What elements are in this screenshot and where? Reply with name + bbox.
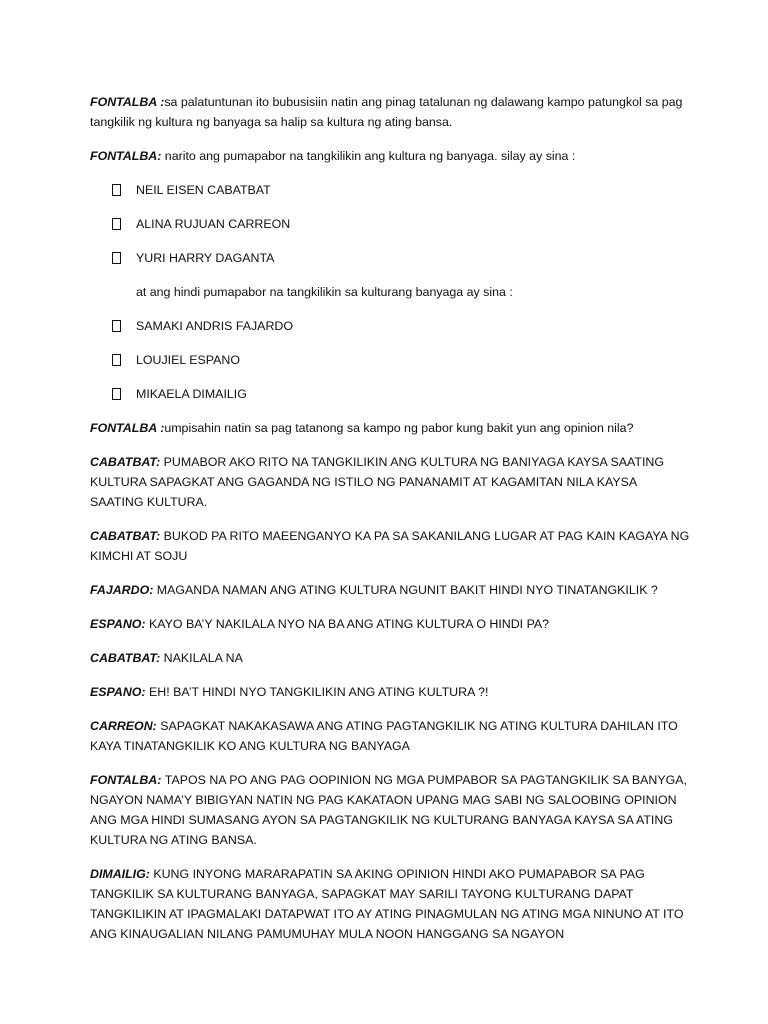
speaker-name: CABATBAT — [90, 651, 157, 665]
speaker-name: FAJARDO — [90, 583, 150, 597]
speaker-separator: : — [141, 685, 149, 699]
participant-name: MIKAELA DIMAILIG — [136, 387, 247, 401]
list-item — [90, 180, 690, 200]
speech-text: KUNG INYONG MARARAPATIN SA AKING OPINION HINDI AKO PUMAPABOR SA PAG TANGKILIK SA KULTURANG BANYAGA, SAPAGKAT MAY SARILI TAYONG KULTURANG DAPAT TANGKILIKIN AT IPAGMALAKI DATAPWAT ITO AY ATING PINAGMULAN NG ATING MGA NINUNO AT ITO ANG KINAUGALIAN NILANG PAMUMUHAY MULA NOON HANGGANG SA NGAYON — [90, 867, 684, 941]
speech-text: EH! BA’T HINDI NYO TANGKILIKIN ANG ATING KULTURA ?! — [149, 685, 489, 699]
speaker-name: ESPANO — [90, 617, 142, 631]
speaker-separator: : — [156, 651, 164, 665]
list-item — [90, 214, 690, 234]
participant-name: YURI HARRY DAGANTA — [136, 251, 275, 265]
speech-text: NAKILALA NA — [163, 651, 243, 665]
speaker-separator: : — [149, 583, 157, 597]
bullet-box-icon — [112, 218, 121, 230]
bullet-box-icon — [112, 252, 121, 264]
speaker-separator: : — [157, 773, 165, 787]
speech-text: sa palatuntunan ito bubusisiin natin ang pinag tatalunan ng dalawang kampo patungkol sa pag tangkilik ng kultura ng banyaga sa halip sa kultura ng ating bansa. — [90, 95, 683, 129]
speaker-name: FONTALBA — [90, 95, 157, 109]
speech-text: KAYO BA’Y NAKILALA NYO NA BA ANG ATING KULTURA O HINDI PA? — [149, 617, 550, 631]
speaker-separator: : — [157, 149, 165, 163]
speech-text: umpisahin natin sa pag tatanong sa kampo ng pabor kung bakit yun ang opinion nila? — [164, 421, 634, 435]
speaker-name: DIMAILIG — [90, 867, 146, 881]
dialogue-line — [90, 864, 690, 944]
list-item — [90, 384, 690, 404]
dialogue-line — [90, 526, 690, 566]
speaker-name: FONTALBA — [90, 421, 157, 435]
dialogue-line — [90, 770, 690, 850]
bullet-box-icon — [112, 354, 121, 366]
speaker-name: CABATBAT — [90, 455, 157, 469]
intro-paragraph — [90, 92, 690, 132]
speech-text: MAGANDA NAMAN ANG ATING KULTURA NGUNIT BAKIT HINDI NYO TINATANGKILIK ? — [156, 583, 658, 597]
intro-paragraph — [90, 146, 690, 166]
bullet-box-icon — [112, 184, 121, 196]
participant-name: SAMAKI ANDRIS FAJARDO — [136, 319, 293, 333]
speech-text: PUMABOR AKO RITO NA TANGKILIKIN ANG KULTURA NG BANIYAGA KAYSA SAATING KULTURA SAPAGKAT ANG GAGANDA NG ISTILO NG PANANAMIT AT KAGAMITAN NILA KAYSA SAATING KULTURA. — [90, 455, 664, 509]
bullet-box-icon — [112, 320, 121, 332]
speech-text: SAPAGKAT NAKAKASAWA ANG ATING PAGTANGKILIK NG ATING KULTURA DAHILAN ITO KAYA TINATANGKILIK KO ANG KULTURA NG BANYAGA — [90, 719, 678, 753]
dialogue-line — [90, 614, 690, 634]
list-item — [90, 350, 690, 370]
speaker-name: ESPANO — [90, 685, 142, 699]
participant-name: LOUJIEL ESPANO — [136, 353, 240, 367]
speaker-separator: : — [156, 421, 165, 435]
speech-text: TAPOS NA PO ANG PAG OOPINION NG MGA PUMPABOR SA PAGTANGKILIK SA BANYGA, NGAYON NAMA’Y BIBIGYAN NATIN NG PAG KAKATAON UPANG MAG SABI NG SALOOBING OPINION ANG MGA HINDI SUMASANG AYON SA PAGTANGKILIK NG KULTURANG BANYAGA KAYSA SA ATING KULTURA NG ATING BANSA. — [90, 773, 687, 847]
speaker-separator: : — [141, 617, 149, 631]
speech-text: narito ang pumapabor na tangkilikin ang kultura ng banyaga. silay ay sina : — [164, 149, 576, 163]
participant-name: ALINA RUJUAN CARREON — [136, 217, 291, 231]
speaker-name: FONTALBA — [90, 149, 158, 163]
dialogue-line — [90, 452, 690, 512]
speaker-name: CARREON — [90, 719, 153, 733]
speaker-separator: : — [145, 867, 154, 881]
speaker-separator: : — [152, 719, 161, 733]
speaker-separator: : — [156, 95, 165, 109]
speaker-name: FONTALBA — [90, 773, 158, 787]
dialogue-line — [90, 580, 690, 600]
speaker-name: CABATBAT — [90, 529, 157, 543]
dialogue-line — [90, 682, 690, 702]
dialogue-line — [90, 418, 690, 438]
list-item — [90, 248, 690, 268]
participant-name: NEIL EISEN CABATBAT — [136, 183, 271, 197]
con-side-list — [90, 316, 690, 404]
list-item — [90, 316, 690, 336]
con-intro-text: at ang hindi pumapabor na tangkilikin sa kulturang banyaga ay sina : — [136, 285, 513, 299]
pro-side-list — [90, 180, 690, 268]
speaker-separator: : — [156, 529, 164, 543]
bullet-box-icon — [112, 388, 121, 400]
dialogue-line — [90, 648, 690, 668]
speech-text: BUKOD PA RITO MAEENGANYO KA PA SA SAKANILANG LUGAR AT PAG KAIN KAGAYA NG KIMCHI AT SOJU — [90, 529, 690, 563]
document-body — [90, 92, 690, 958]
dialogue-line — [90, 716, 690, 756]
speaker-separator: : — [156, 455, 164, 469]
